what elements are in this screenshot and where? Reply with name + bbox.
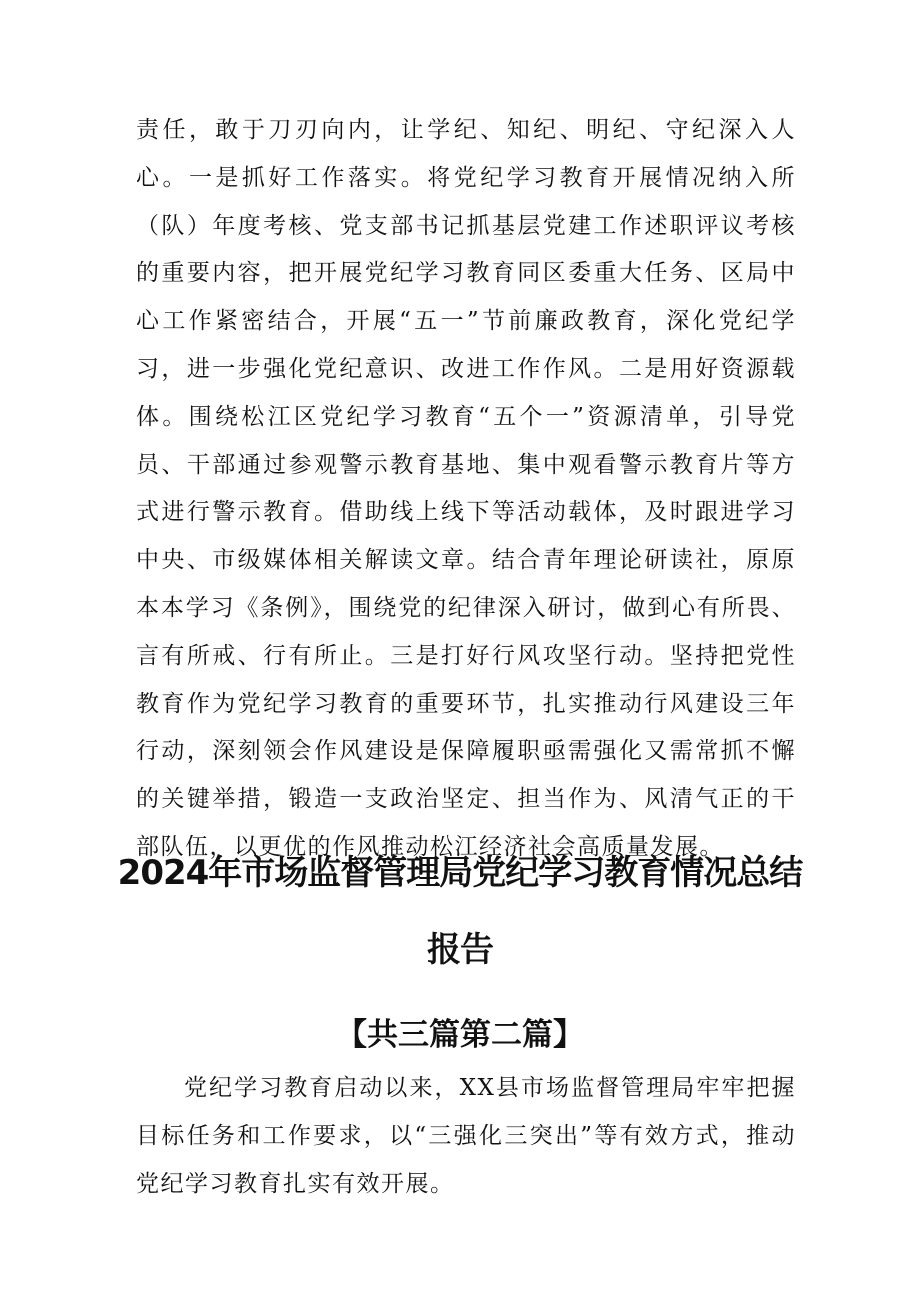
- report-title-line-2: 报告: [427, 930, 493, 970]
- report-title-line-1: 2024年市场监督管理局党纪学习教育情况总结: [117, 853, 803, 893]
- intro-paragraph: 党纪学习教育启动以来，XX县市场监督管理局牢牢把握目标任务和工作要求，以“三强化三突出”等有效方式，推动党纪学习教育扎实有效开展。: [136, 1075, 796, 1197]
- report-subtitle: 【共三篇第二篇】: [336, 1017, 584, 1053]
- body-paragraph-continued: 责任，敢于刀刃向内，让学纪、知纪、明纪、守纪深入人心。一是抓好工作落实。将党纪学习教育开展情况纳入所（队）年度考核、党支部书记抓基层党建工作述职评议考核的重要内容，把开展党纪学习教育同区委重大任务、区局中心工作紧密结合，开展“五一”节前廉政教育，深化党纪学习，进一步强化党纪意识、改进工作作风。二是用好资源载体。围绕松江区党纪学习教育“五个一”资源清单，引导党员、干部通过参观警示教育基地、集中观看警示教育片等方式进行警示教育。借助线上线下等活动载体，及时跟进学习中央、市级媒体相关解读文章。结合青年理论研读社，原原本本学习《条例》，围绕党的纪律深入研讨，做到心有所畏、言有所戒、行有所止。三是打好行风攻坚行动。坚持把党性教育作为党纪学习教育的重要环节，扎实推动行风建设三年行动，深刻领会作风建设是保障履职亟需强化又需常抓不懈的关键举措，锻造一支政治坚定、担当作为、风清气正的干部队伍，以更优的作风推动松江经济社会高质量发展。: [136, 117, 796, 860]
